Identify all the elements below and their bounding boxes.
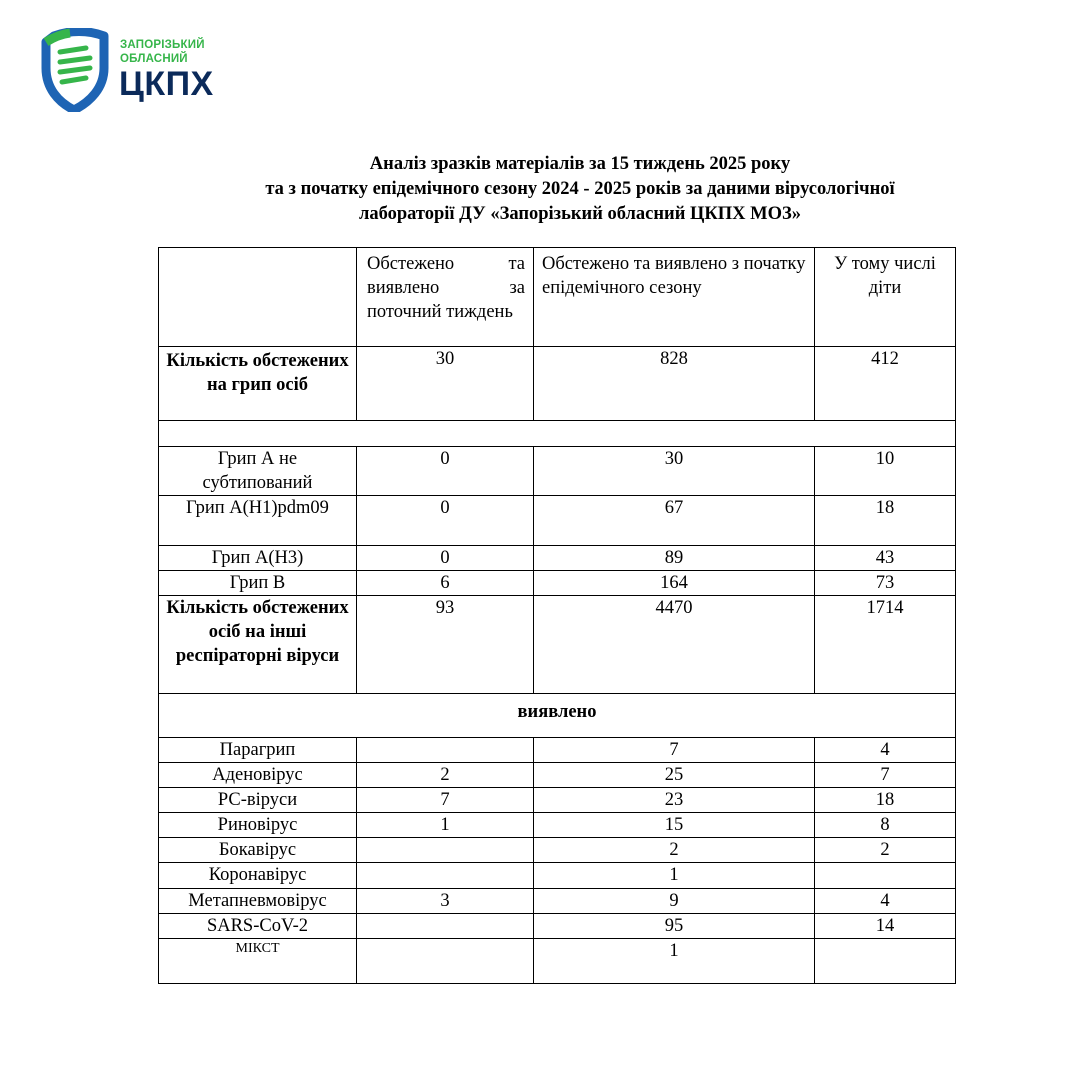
row-week: 3 — [357, 889, 534, 914]
row-week — [357, 838, 534, 863]
row-children: 2 — [815, 838, 956, 863]
other-total-row — [159, 596, 956, 694]
row-children — [815, 863, 956, 889]
table-row — [159, 496, 956, 546]
row-season: 2 — [534, 838, 815, 863]
row-children: 43 — [815, 546, 956, 571]
row-week: 2 — [357, 763, 534, 788]
title-line-1: Аналіз зразків матеріалів за 15 тиждень 2025 року — [369, 154, 791, 174]
other-total-week: 93 — [357, 596, 534, 694]
detected-row — [159, 694, 956, 738]
logo — [40, 28, 240, 112]
row-children: 18 — [815, 788, 956, 813]
flu-total-season: 828 — [534, 347, 815, 421]
row-season: 7 — [534, 738, 815, 763]
header-empty-cell — [159, 248, 357, 347]
row-week: 1 — [357, 813, 534, 838]
page-title — [150, 152, 1010, 227]
detected-label: виявлено — [159, 694, 956, 738]
table-row — [159, 788, 956, 813]
row-children: 18 — [815, 496, 956, 546]
logo-subtitle-line1: ЗАПОРІЗЬКИЙ — [120, 39, 205, 51]
table-row — [159, 838, 956, 863]
logo-name: ЦКПХ — [119, 65, 214, 103]
row-children — [815, 939, 956, 984]
row-season: 1 — [534, 863, 815, 889]
row-label: Грип В — [159, 571, 357, 596]
row-week: 0 — [357, 447, 534, 496]
row-season: 1 — [534, 939, 815, 984]
row-season: 23 — [534, 788, 815, 813]
row-children: 14 — [815, 914, 956, 939]
header-children: У тому числі діти — [815, 248, 956, 347]
table-row — [159, 939, 956, 984]
flu-total-label: Кількість обстежених на грип осіб — [159, 347, 357, 421]
row-children: 73 — [815, 571, 956, 596]
other-total-season: 4470 — [534, 596, 815, 694]
row-season: 67 — [534, 496, 815, 546]
flu-total-children: 412 — [815, 347, 956, 421]
other-total-label: Кількість обстежених осіб на інші респіраторні віруси — [159, 596, 357, 694]
table-row — [159, 914, 956, 939]
row-label: Грип А не субтипований — [159, 447, 357, 496]
shield-logo-icon — [40, 28, 114, 112]
row-week: 7 — [357, 788, 534, 813]
row-label: Метапневмовірус — [159, 889, 357, 914]
row-label: Аденовірус — [159, 763, 357, 788]
flu-total-row — [159, 347, 956, 421]
row-children: 8 — [815, 813, 956, 838]
row-label: РС-віруси — [159, 788, 357, 813]
row-label: Грип A(H1)pdm09 — [159, 496, 357, 546]
row-children: 4 — [815, 889, 956, 914]
virology-table — [158, 247, 956, 984]
row-week — [357, 738, 534, 763]
table-row — [159, 889, 956, 914]
table-row — [159, 763, 956, 788]
row-week — [357, 939, 534, 984]
flu-total-week: 30 — [357, 347, 534, 421]
row-label: Коронавірус — [159, 863, 357, 889]
row-week: 6 — [357, 571, 534, 596]
title-line-3: лабораторії ДУ «Запорізький обласний ЦКПХ МОЗ» — [358, 204, 802, 224]
row-week: 0 — [357, 546, 534, 571]
table-row — [159, 863, 956, 889]
logo-subtitle-line2: ОБЛАСНИЙ — [120, 53, 188, 65]
blank-cell — [159, 421, 956, 447]
row-label: Парагрип — [159, 738, 357, 763]
table-row — [159, 447, 956, 496]
row-children: 10 — [815, 447, 956, 496]
row-children: 7 — [815, 763, 956, 788]
row-week — [357, 914, 534, 939]
table-row — [159, 546, 956, 571]
row-season: 95 — [534, 914, 815, 939]
header-row — [159, 248, 956, 347]
table-row — [159, 571, 956, 596]
header-season: Обстежено та виявлено з початку епідемічного сезону — [534, 248, 815, 347]
table-row — [159, 738, 956, 763]
row-season: 9 — [534, 889, 815, 914]
row-label: МІКСТ — [159, 939, 357, 984]
logo-subtitle — [120, 38, 205, 66]
title-line-2: та з початку епідемічного сезону 2024 - 2025 років за даними вірусологічної — [265, 179, 895, 199]
row-label: Грип A(H3) — [159, 546, 357, 571]
row-week: 0 — [357, 496, 534, 546]
row-label: SARS-CoV-2 — [159, 914, 357, 939]
table-row — [159, 813, 956, 838]
row-season: 164 — [534, 571, 815, 596]
row-label: Бокавірус — [159, 838, 357, 863]
row-children: 4 — [815, 738, 956, 763]
row-season: 15 — [534, 813, 815, 838]
row-season: 25 — [534, 763, 815, 788]
row-week — [357, 863, 534, 889]
header-week: Обстежено та виявлено за поточний тиждень — [357, 248, 534, 347]
blank-row — [159, 421, 956, 447]
row-label: Риновірус — [159, 813, 357, 838]
other-total-children: 1714 — [815, 596, 956, 694]
row-season: 89 — [534, 546, 815, 571]
row-season: 30 — [534, 447, 815, 496]
